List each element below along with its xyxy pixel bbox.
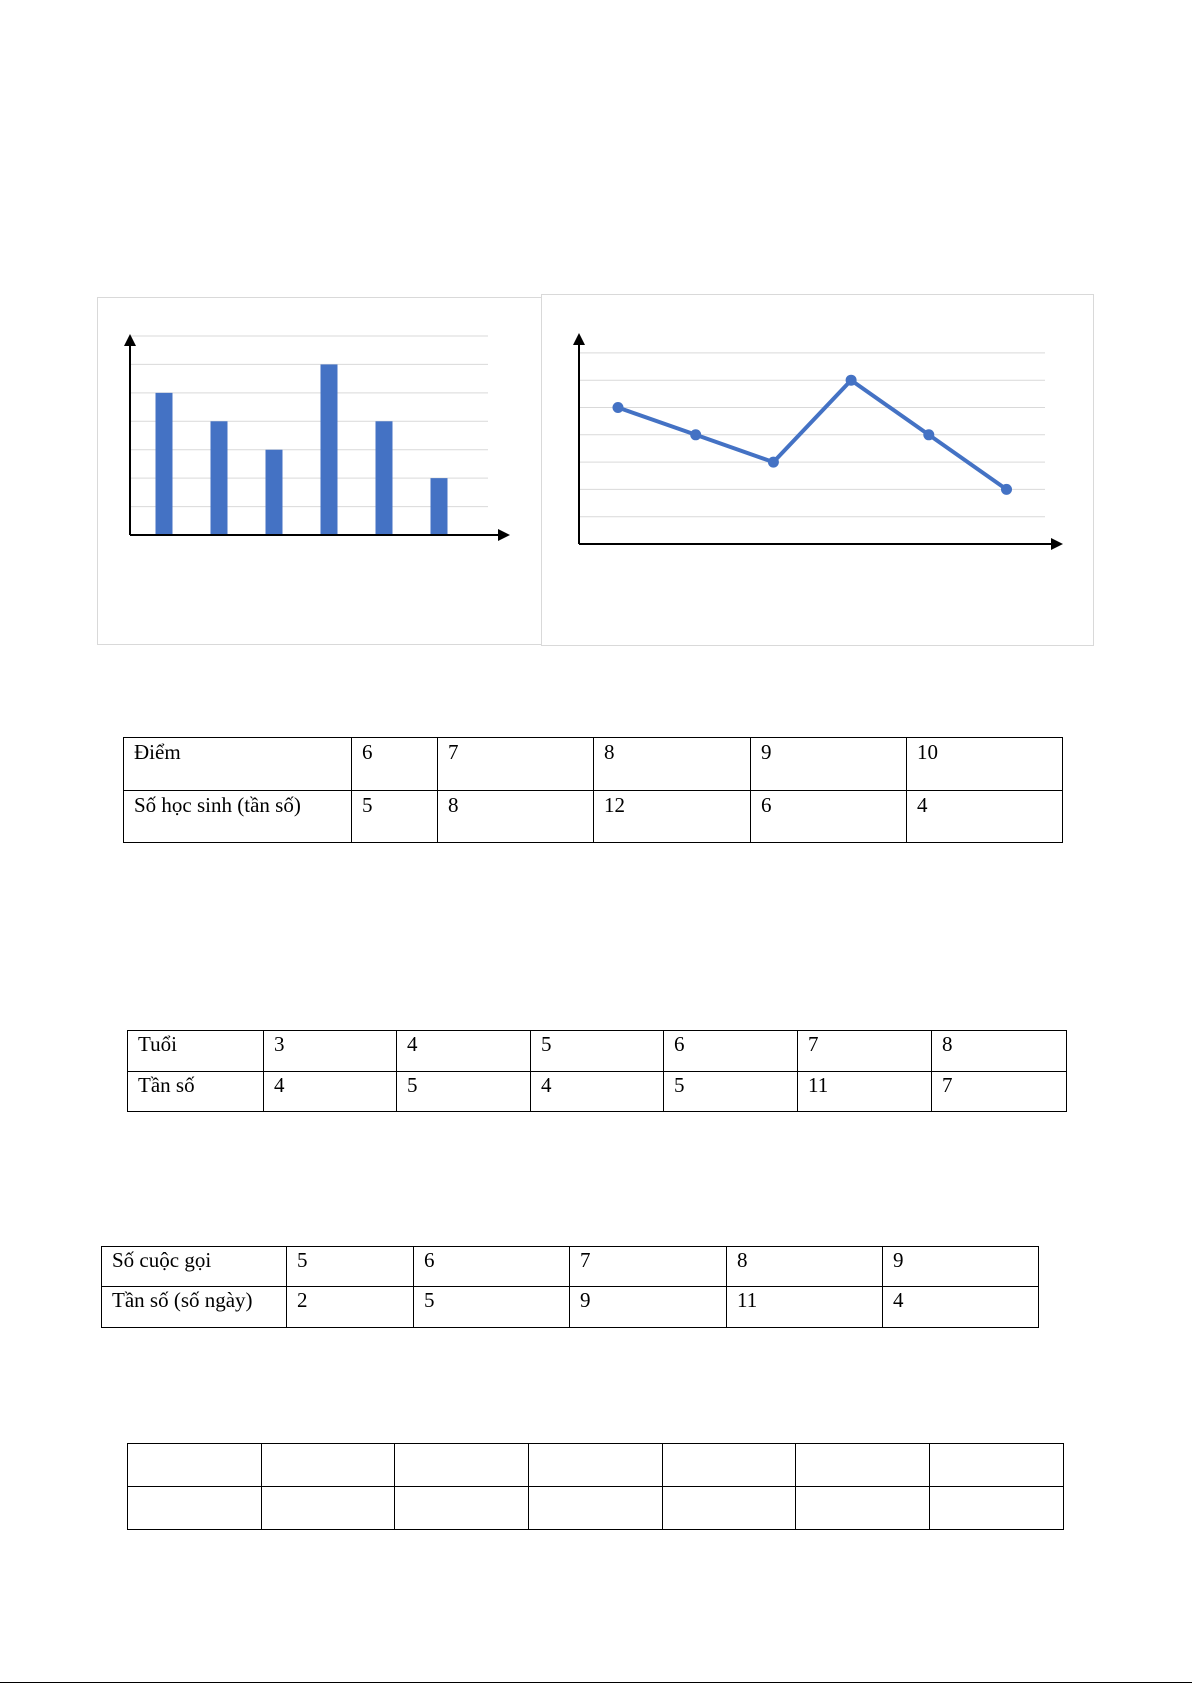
table-row	[102, 1247, 1039, 1287]
table-cell: 3	[264, 1031, 397, 1072]
table-cell: 2	[287, 1287, 414, 1328]
score-frequency-table	[123, 737, 1063, 843]
bar	[376, 421, 393, 535]
table-cell: 5	[531, 1031, 664, 1072]
line-chart-y-arrow	[573, 333, 585, 345]
line-chart-frame	[541, 294, 1094, 646]
table-cell: 8	[438, 791, 594, 843]
table-cell: 5	[397, 1072, 531, 1112]
bar	[321, 364, 338, 535]
line-point	[846, 375, 857, 386]
table-cell: 9	[883, 1247, 1039, 1287]
table-cell: Điểm	[124, 738, 352, 791]
table-cell	[128, 1487, 262, 1530]
table-cell: 7	[438, 738, 594, 791]
table-cell: 4	[397, 1031, 531, 1072]
table-cell: 5	[287, 1247, 414, 1287]
table-cell	[395, 1444, 529, 1487]
bar-chart	[98, 298, 542, 644]
table-cell: Số cuộc gọi	[102, 1247, 287, 1287]
line-point	[1001, 484, 1012, 495]
table-cell: 7	[932, 1072, 1067, 1112]
table-cell	[930, 1444, 1064, 1487]
table-cell	[395, 1487, 529, 1530]
table-row	[128, 1072, 1067, 1112]
line-point	[690, 429, 701, 440]
line-point	[613, 402, 624, 413]
bar	[266, 450, 283, 535]
table-cell: 8	[594, 738, 751, 791]
table-cell: 9	[570, 1287, 727, 1328]
line-point	[923, 429, 934, 440]
table-cell: 8	[932, 1031, 1067, 1072]
table-cell	[262, 1444, 395, 1487]
table-cell: 11	[727, 1287, 883, 1328]
table-row	[124, 738, 1063, 791]
line-chart	[542, 295, 1093, 645]
table-cell: 7	[570, 1247, 727, 1287]
table-cell: 6	[414, 1247, 570, 1287]
table-row	[128, 1444, 1064, 1487]
table-cell	[529, 1444, 663, 1487]
table-cell: 6	[751, 791, 907, 843]
table-cell	[796, 1444, 930, 1487]
table-row	[128, 1031, 1067, 1072]
bar-chart-x-arrow	[498, 529, 510, 541]
table-cell	[529, 1487, 663, 1530]
table-cell: 7	[798, 1031, 932, 1072]
table-row	[102, 1287, 1039, 1328]
table-cell	[663, 1444, 796, 1487]
table-cell: 4	[907, 791, 1063, 843]
table-cell: Tần số	[128, 1072, 264, 1112]
table-cell: 12	[594, 791, 751, 843]
table-cell: 6	[664, 1031, 798, 1072]
table-cell	[128, 1444, 262, 1487]
table-cell: 5	[414, 1287, 570, 1328]
age-frequency-table	[127, 1030, 1067, 1112]
table-cell: 5	[352, 791, 438, 843]
table-cell	[796, 1487, 930, 1530]
bar	[431, 478, 448, 535]
table-row	[128, 1487, 1064, 1530]
table-row	[124, 791, 1063, 843]
table-cell: Tần số (số ngày)	[102, 1287, 287, 1328]
table-cell: Tuổi	[128, 1031, 264, 1072]
bar	[156, 393, 173, 535]
page-bottom-rule	[0, 1682, 1192, 1683]
empty-answer-table	[127, 1443, 1064, 1530]
table-cell: 4	[264, 1072, 397, 1112]
table-cell	[262, 1487, 395, 1530]
table-cell: 9	[751, 738, 907, 791]
line-point	[768, 457, 779, 468]
calls-frequency-table	[101, 1246, 1039, 1328]
bar	[211, 421, 228, 535]
table-cell: 4	[531, 1072, 664, 1112]
table-cell: 6	[352, 738, 438, 791]
table-cell: 8	[727, 1247, 883, 1287]
table-cell: 10	[907, 738, 1063, 791]
table-cell	[663, 1487, 796, 1530]
table-cell: 11	[798, 1072, 932, 1112]
table-cell	[930, 1487, 1064, 1530]
table-cell: 4	[883, 1287, 1039, 1328]
table-cell: Số học sinh (tần số)	[124, 791, 352, 843]
table-cell: 5	[664, 1072, 798, 1112]
line-chart-x-arrow	[1051, 538, 1063, 550]
bar-chart-frame	[97, 297, 543, 645]
